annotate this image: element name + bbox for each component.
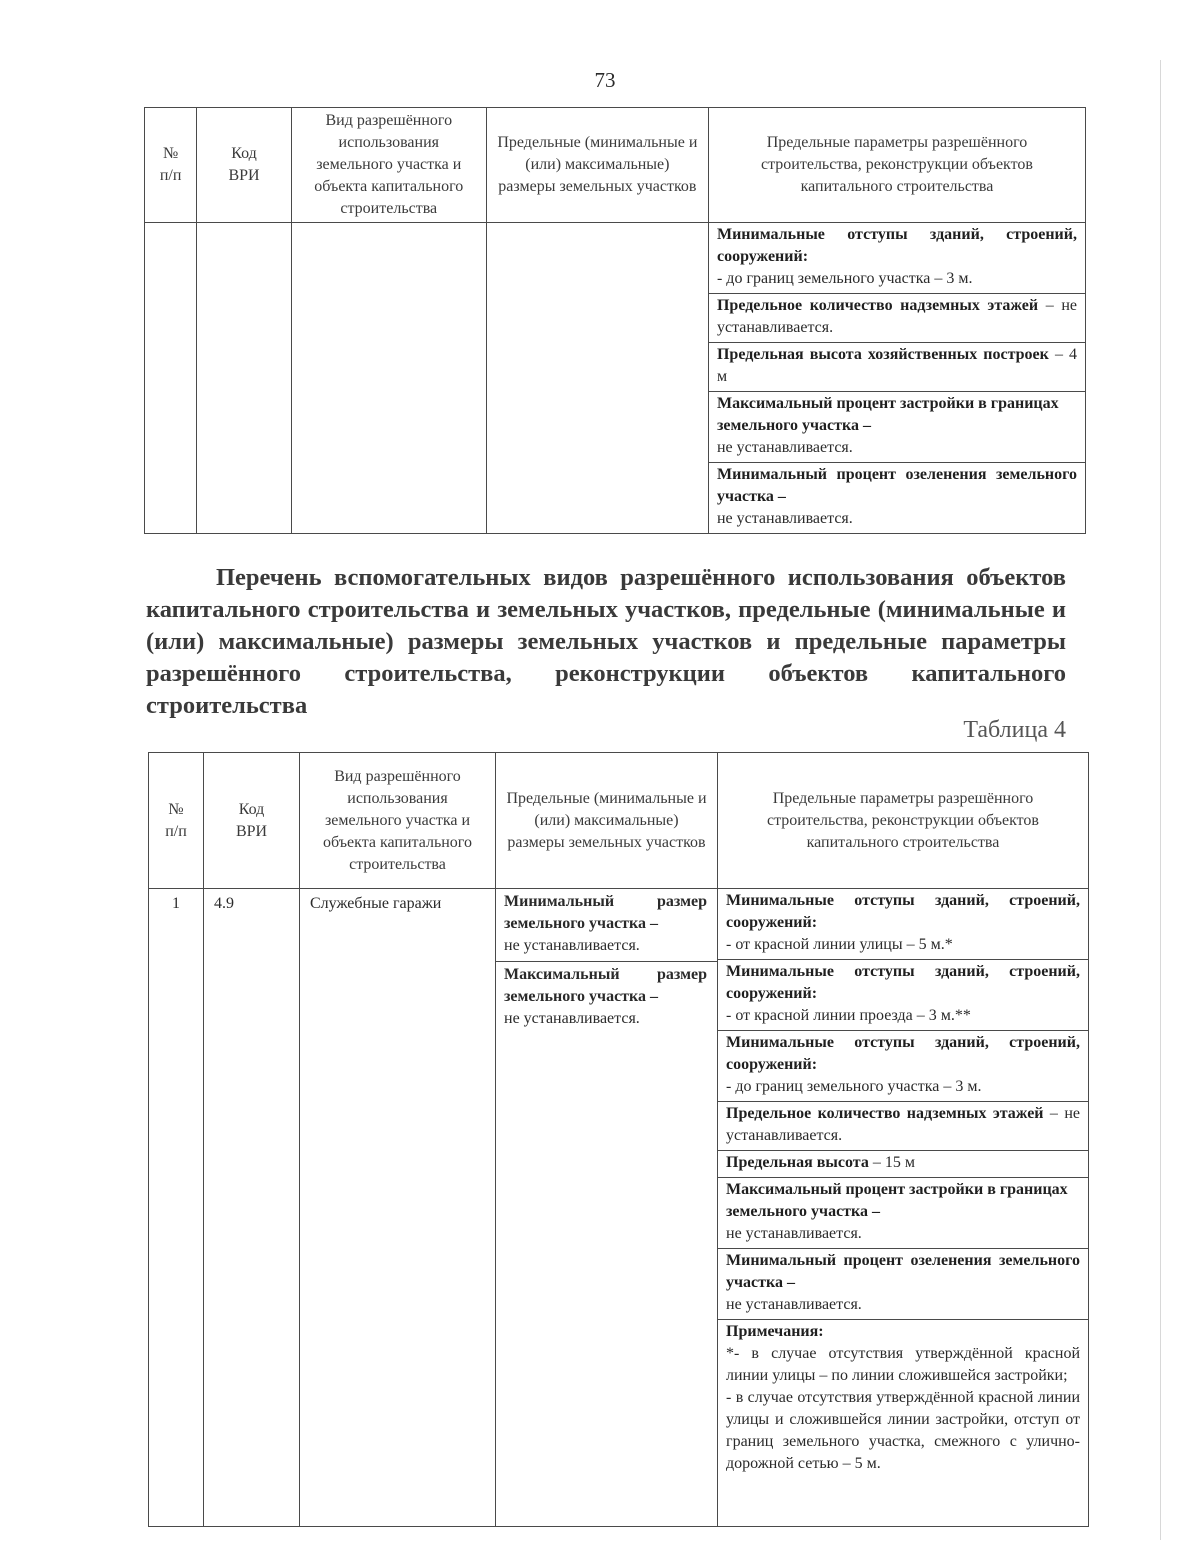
- header-code: Код ВРИ: [197, 108, 292, 223]
- param-floors: Предельное количество надземных этажей – не устанавливается.: [718, 1102, 1088, 1151]
- param-floors: Предельное количество надземных этажей – не устанавливается.: [709, 294, 1085, 343]
- param-max-coverage: Максимальный процент застройки в границах земельного участка – не устанавливается.: [718, 1178, 1088, 1249]
- table-header-row: [149, 753, 1089, 889]
- param-max-height: Предельная высота – 15 м: [718, 1151, 1088, 1178]
- header-use-type: Вид разрешённого использования земельного участка и объекта капитального строительства: [291, 108, 486, 223]
- cell-use-type-empty: [291, 223, 486, 534]
- cell-plot-sizes-empty: [486, 223, 708, 534]
- table-row: [149, 889, 1089, 1527]
- header-build-params: Предельные параметры разрешённого строительства, реконструкции объектов капитального строительства: [718, 753, 1089, 889]
- header-num: № п/п: [145, 108, 197, 223]
- param-min-setback: Минимальные отступы зданий, строений, сооружений: - до границ земельного участка – 3 м.: [709, 223, 1085, 294]
- max-plot-size: Максимальный размер земельного участка – не устанавливается.: [504, 966, 707, 1027]
- table-continuation: [144, 107, 1086, 534]
- header-num: № п/п: [149, 753, 204, 889]
- section-heading: Перечень вспомогательных видов разрешённого использования объектов капитального строительства и земельных участков, предельные (минимальные и (или) максимальные) размеры земельных участков и предельные параметры разрешённого строительства, реконструкции объектов капитального строительства: [146, 564, 1066, 719]
- table-header-row: [145, 108, 1086, 223]
- param-height-outbuildings: Предельная высота хозяйственных построек – 4 м: [709, 343, 1085, 392]
- table-caption: Таблица 4: [963, 717, 1066, 743]
- cell-use-type: Служебные гаражи: [300, 889, 496, 1527]
- cell-build-params: [718, 889, 1089, 1527]
- header-plot-sizes: Предельные (минимальные и (или) максимальные) размеры земельных участков: [486, 108, 708, 223]
- table-row: [145, 223, 1086, 534]
- cell-build-params: [708, 223, 1085, 534]
- notes-title: Примечания:: [726, 1323, 824, 1340]
- cell-plot-sizes: [496, 889, 718, 1527]
- header-build-params: Предельные параметры разрешённого строительства, реконструкции объектов капитального строительства: [708, 108, 1085, 223]
- header-code: Код ВРИ: [204, 753, 300, 889]
- param-min-greening: Минимальный процент озеленения земельного участка – не устанавливается.: [716, 466, 1077, 527]
- header-plot-sizes: Предельные (минимальные и (или) максимальные) размеры земельных участков: [496, 753, 718, 889]
- note-item: *- в случае отсутствия утверждённой красной линии улицы – по линии сложившейся застройки;: [726, 1345, 1080, 1384]
- param-setback-driveway: Минимальные отступы зданий, строений, сооружений: - от красной линии проезда – 3 м.**: [718, 960, 1088, 1031]
- param-setback-street: Минимальные отступы зданий, строений, сооружений: - от красной линии улицы – 5 м.*: [718, 889, 1088, 960]
- table-4: [148, 752, 1089, 1527]
- header-use-type: Вид разрешённого использования земельного участка и объекта капитального строительства: [300, 753, 496, 889]
- param-max-coverage: Максимальный процент застройки в границах земельного участка – не устанавливается.: [709, 392, 1085, 463]
- param-setback-boundary: Минимальные отступы зданий, строений, сооружений: - до границ земельного участка – 3 м.: [718, 1031, 1088, 1102]
- cell-code-empty: [197, 223, 292, 534]
- notes: [718, 1320, 1088, 1478]
- cell-code: 4.9: [204, 889, 300, 1527]
- cell-num: 1: [149, 889, 204, 1527]
- page-number: 73: [594, 68, 616, 92]
- scan-edge-line: [1160, 60, 1161, 1540]
- cell-num-empty: [145, 223, 197, 534]
- param-min-greening: Минимальный процент озеленения земельного участка – не устанавливается.: [718, 1249, 1088, 1320]
- note-item: - в случае отсутствия утверждённой красной линии улицы и сложившейся линии застройки, отступ от границ земельного участка, смежного с улично-дорожной сетью – 5 м.: [726, 1389, 1080, 1472]
- min-plot-size: Минимальный размер земельного участка – не устанавливается.: [496, 889, 717, 962]
